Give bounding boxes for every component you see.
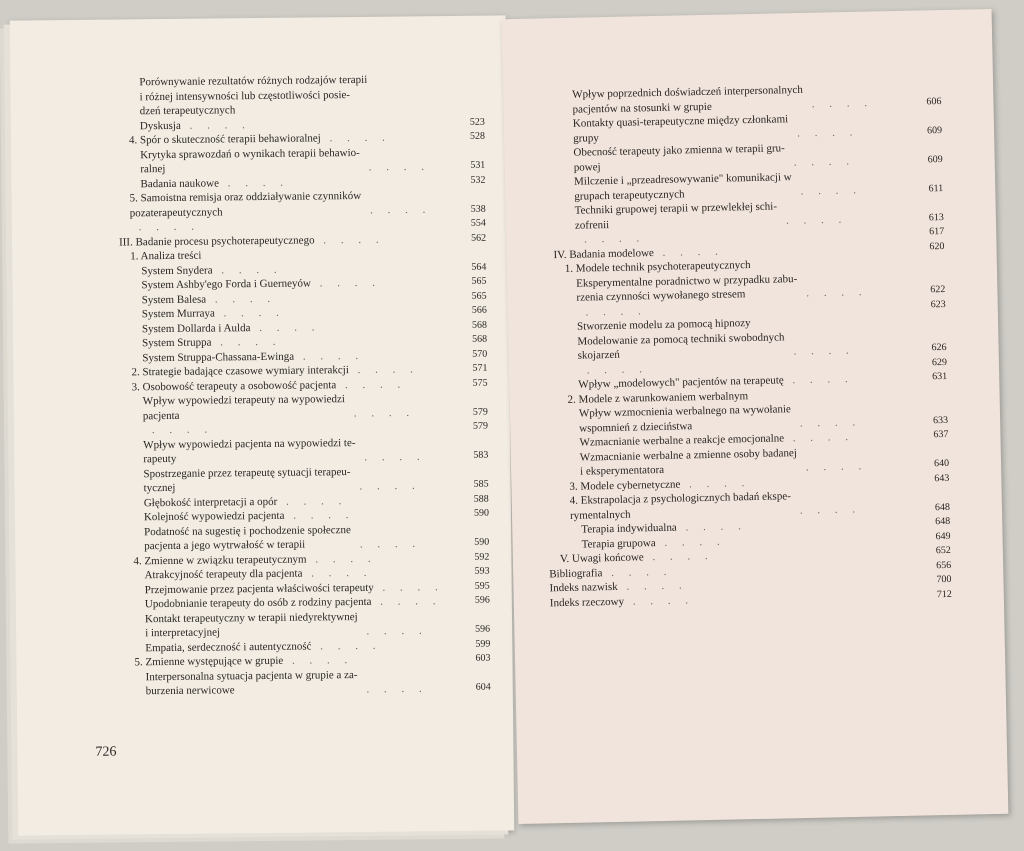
leader-dots: . . . .	[576, 304, 647, 319]
toc-entry-page: 568	[472, 333, 488, 345]
leader-dots: . . . .	[345, 406, 416, 420]
toc-entry-title: Kontakty quasi-terapeutyczne między członkami grupy	[572, 113, 789, 145]
toc-entry-title: System Balesa	[141, 293, 207, 306]
toc-entry-title: Wpływ wypowiedzi terapeuty na wypowiedzi pacjenta	[142, 393, 346, 422]
leader-dots: . . . .	[314, 233, 385, 246]
toc-entry-page: 570	[472, 348, 488, 360]
toc-entry-title: 1. Modele technik psychoterapeutycznych	[564, 259, 751, 275]
leader-dots: . . . .	[350, 479, 421, 493]
leader-dots: . . . .	[575, 232, 646, 246]
right-page	[502, 9, 1009, 824]
leader-dots: . . . .	[357, 624, 428, 638]
leader-dots: . . . .	[784, 343, 855, 358]
toc-entry-title: Upodobnianie terapeuty do osób z rodziny pacjenta	[144, 595, 372, 611]
leader-dots: . . . .	[643, 549, 714, 564]
toc-entry-title: Modelowanie za pomocą techniki swobodnych skojarzeń	[577, 330, 785, 362]
toc-entry-page: 629	[931, 356, 948, 368]
toc-entry-page: 564	[471, 261, 487, 273]
toc-entry	[10, 71, 506, 120]
toc-entry-page: 648	[935, 515, 951, 528]
toc-entry-page: 565	[471, 290, 487, 302]
leader-dots: . . . .	[348, 363, 419, 377]
leader-dots: . . . .	[180, 118, 251, 132]
toc-entry-page: 562	[470, 232, 487, 244]
leader-dots: . . . .	[802, 96, 874, 111]
toc-entry-title: Interpersonalna sytuacja pacjenta w grupie a za- burzenia nerwicowe	[145, 668, 358, 698]
leader-dots: . . . .	[788, 126, 859, 140]
leader-dots: . . . .	[250, 320, 321, 334]
toc-entry-title: Podatność na sugestię i pochodzenie społeczne pacjenta a jego wytrwałość w terapii	[144, 523, 351, 553]
toc-entry-page: 596	[474, 594, 490, 606]
toc-entry-title: System Dollarda i Aulda	[141, 321, 251, 335]
toc-entry-title: Dyskusja	[139, 119, 181, 132]
toc-entry-page: 656	[936, 559, 952, 571]
toc-entry-title: Indeks nazwisk	[549, 580, 618, 595]
toc-entry-title: Wpływ poprzednich doświadczeń interpersonalnych pacjentów na stosunki w grupie	[572, 83, 803, 116]
toc-entry-title: 4. Ekstrapolacja z psychologicznych badań ekspe- rymentalnych	[569, 490, 791, 522]
leader-dots: . . . .	[320, 131, 391, 145]
toc-entry-page: 631	[932, 370, 948, 383]
toc-entry-title: 5. Zmienne występujące w grupie	[134, 654, 284, 669]
toc-entry-title: System Struppa	[142, 336, 212, 350]
toc-entry-title: Wpływ wypowiedzi pacjenta na wypowiedzi te- rapeuty	[143, 436, 356, 466]
toc-entry-title: System Ashby'ego Forda i Guerneyów	[141, 277, 312, 292]
toc-entry-page: 593	[474, 565, 490, 577]
toc-entry-page: 623	[930, 298, 946, 310]
leader-dots: . . . .	[212, 263, 283, 277]
toc-entry-page: 609	[927, 153, 943, 165]
toc-entry-title: Obecność terapeuty jako zmienna w terapii gru- powej	[573, 142, 785, 174]
toc-entry-title: III. Badanie procesu psychoterapeutycznego	[119, 233, 315, 248]
toc-entry-title: 5. Samoistna remisja oraz oddziaływanie czynników pozaterapeutycznych	[129, 189, 362, 219]
toc-entry-page: 592	[474, 551, 490, 563]
toc-entry-title: Atrakcyjność terapeuty dla pacjenta	[144, 567, 303, 582]
toc-entry-title: 3. Osobowość terapeuty a osobowość pacjenta	[131, 378, 337, 393]
toc-entry-page: 538	[470, 203, 486, 215]
toc-entry-title: Porównywanie rezultatów różnych rodzajów terapii i różnej intensywności lub częstotliwości posie- dzeń terapeutycznych	[139, 73, 368, 118]
leader-dots: . . . .	[294, 349, 365, 363]
toc-entry-title: 2. Strategie badające czasowe wymiary interakcji	[131, 364, 349, 379]
toc-entry-page: 700	[936, 573, 952, 586]
toc-entry-page: 588	[473, 493, 489, 505]
toc-entry-page: 622	[930, 283, 946, 296]
leader-dots: . . . .	[284, 509, 355, 522]
leader-dots: . . . .	[777, 213, 848, 227]
leader-dots: . . . .	[791, 416, 862, 430]
leader-dots: . . . .	[617, 579, 688, 593]
leader-dots: . . . .	[218, 176, 290, 189]
toc-entry-page: 583	[473, 449, 489, 461]
leader-dots: . . . .	[283, 654, 354, 667]
leader-dots: . . . .	[371, 595, 442, 608]
toc-entry-title: 2. Modele z warunkowaniem werbalnym	[567, 389, 749, 406]
toc-entry-title: Eksperymentalne poradnictwo w przypadku zabu- rzenia czynności wywołanego stresem	[576, 272, 798, 304]
toc-entry-title: Bibliografia	[549, 566, 603, 580]
toc-entry-title: Terapia grupowa	[581, 536, 656, 551]
toc-entry-page: 532	[470, 174, 486, 186]
toc-entry-title: Badania naukowe	[140, 176, 220, 190]
toc-entry-title: 4. Zmienne w związku terapeutycznym	[133, 553, 307, 567]
toc-entry-page: 579	[472, 406, 488, 418]
toc-entry-page: 596	[475, 623, 491, 635]
toc-entry-page: 595	[474, 580, 490, 592]
toc-entry-title: 1. Analiza treści	[130, 249, 202, 263]
left-toc	[10, 71, 513, 700]
toc-entry-title: Indeks rzeczowy	[549, 595, 625, 609]
toc-entry-title: System Snydera	[141, 264, 213, 277]
toc-entry-title: V. Uwagi końcowe	[559, 551, 644, 566]
leader-dots: . . . .	[350, 537, 422, 551]
leader-dots: . . . .	[655, 535, 726, 549]
leader-dots: . . . .	[311, 639, 382, 652]
toc-entry-title: IV. Badania modelowe	[553, 246, 654, 261]
leader-dots: . . . .	[361, 203, 432, 217]
toc-entry-title: System Murraya	[141, 307, 215, 321]
toc-entry-page: 620	[929, 240, 945, 252]
left-page	[10, 15, 515, 835]
toc-entry-page: 604	[475, 681, 491, 693]
leader-dots: . . . .	[359, 160, 430, 173]
toc-entry-title: System Struppa-Chassana-Ewinga	[142, 350, 295, 364]
leader-dots: . . . .	[784, 155, 856, 169]
leader-dots: . . . .	[306, 552, 377, 566]
leader-dots: . . . .	[302, 566, 373, 580]
leader-dots: . . . .	[783, 372, 854, 387]
toc-entry-page: 565	[471, 275, 487, 287]
toc-entry-page: 643	[934, 472, 950, 484]
toc-entry-page: 626	[931, 341, 947, 354]
toc-entry	[17, 666, 513, 700]
toc-entry-page: 637	[933, 428, 949, 441]
leader-dots: . . . .	[211, 335, 282, 349]
toc-entry-title: Kolejność wypowiedzi pacjenta	[143, 509, 285, 524]
toc-entry-page: 585	[473, 478, 489, 490]
toc-entry-page: 590	[474, 536, 490, 548]
toc-entry-title: Krytyka sprawozdań o wynikach terapii behawio- ralnej	[140, 146, 360, 176]
leader-dots: . . . .	[355, 450, 426, 464]
toc-entry-page: 531	[470, 159, 486, 171]
toc-entry-page: 640	[933, 457, 950, 470]
toc-entry-page: 609	[926, 124, 943, 136]
leader-dots: . . . .	[680, 476, 751, 491]
leader-dots: . . . .	[336, 377, 407, 391]
toc-entry-page: 528	[469, 130, 486, 142]
toc-entry-page: 652	[935, 544, 951, 557]
toc-entry-page: 554	[470, 217, 486, 229]
leader-dots: . . . .	[577, 362, 649, 377]
leader-dots: . . . .	[797, 459, 868, 474]
page-number: 726	[95, 744, 117, 760]
toc-entry-page: 613	[928, 211, 944, 223]
toc-entry-title: Techniki grupowej terapii w przewlekłej schi- zofrenii	[574, 200, 778, 232]
toc-entry-page: 712	[936, 588, 952, 600]
toc-entry-page: 606	[926, 95, 942, 107]
toc-entry-page: 571	[472, 362, 488, 374]
toc-entry-title: Przejmowanie przez pacjenta właściwości terapeuty	[144, 581, 374, 596]
leader-dots: . . . .	[623, 593, 695, 608]
toc-entry-title: Głębokość interpretacji a opór	[143, 495, 278, 509]
leader-dots: . . . .	[797, 285, 868, 300]
leader-dots: . . . .	[602, 565, 673, 579]
leader-dots: . . . .	[277, 494, 348, 508]
toc-entry-page: 633	[933, 414, 949, 426]
toc-entry-title: 3. Modele cybernetyczne	[569, 478, 681, 493]
toc-entry-page: 568	[471, 319, 488, 331]
toc-entry-title: Empatia, serdeczność i autentyczność	[145, 639, 312, 654]
leader-dots: . . . .	[214, 306, 285, 320]
leader-dots: . . . .	[206, 292, 277, 306]
leader-dots: . . . .	[783, 430, 855, 445]
toc-entry-title: Milczenie i „przeadresowywanie" komunikacji w grupach terapeutycznych	[573, 171, 792, 203]
leader-dots: . . . .	[373, 580, 444, 594]
toc-entry-title: Spostrzeganie przez terapeutę sytuacji terapeu- tycznej	[143, 465, 351, 495]
toc-entry-title: Stworzenie modelu za pomocą hipnozy	[576, 317, 751, 333]
toc-entry-page: 523	[469, 116, 485, 128]
toc-entry-page: 611	[928, 182, 944, 194]
leader-dots: . . . .	[790, 503, 862, 517]
leader-dots: . . . .	[142, 423, 214, 437]
toc-entry-title: Wpływ wzmocnienia werbalnego na wywołanie wspomnień z dzieciństwa	[578, 403, 791, 435]
toc-entry-title: 4. Spór o skuteczność terapii behawioralnej	[128, 132, 321, 147]
leader-dots: . . . .	[676, 520, 747, 534]
toc-entry-page: 599	[475, 638, 491, 650]
toc-entry-page: 617	[929, 225, 945, 238]
toc-entry-page: 590	[473, 507, 489, 519]
toc-entry-title: Terapia indywidualna	[581, 521, 677, 536]
toc-entry-page: 648	[934, 501, 951, 513]
leader-dots: . . . .	[310, 276, 381, 290]
toc-entry-page: 603	[475, 652, 491, 664]
toc-entry-title: Kontakt terapeutyczny w terapii niedyrektywnej i interpretacyjnej	[144, 610, 358, 640]
leader-dots: . . . .	[129, 220, 200, 234]
leader-dots: . . . .	[357, 682, 428, 696]
toc-entry-title: Wzmacnianie werbalne a zmienne osoby badanej i eksperymentatora	[579, 446, 798, 478]
toc-entry-page: 566	[471, 304, 487, 316]
toc-entry-title: Wzmacnianie werbalne a reakcje emocjonalne	[579, 432, 785, 449]
right-toc	[503, 79, 1004, 611]
leader-dots: . . . .	[791, 184, 863, 198]
toc-entry-page: 579	[472, 420, 489, 432]
leader-dots: . . . .	[653, 245, 724, 259]
toc-entry-title: Wpływ „modelowych" pacjentów na terapeutę	[578, 374, 784, 391]
toc-entry-page: 575	[472, 377, 488, 389]
toc-entry-page: 649	[935, 530, 951, 542]
